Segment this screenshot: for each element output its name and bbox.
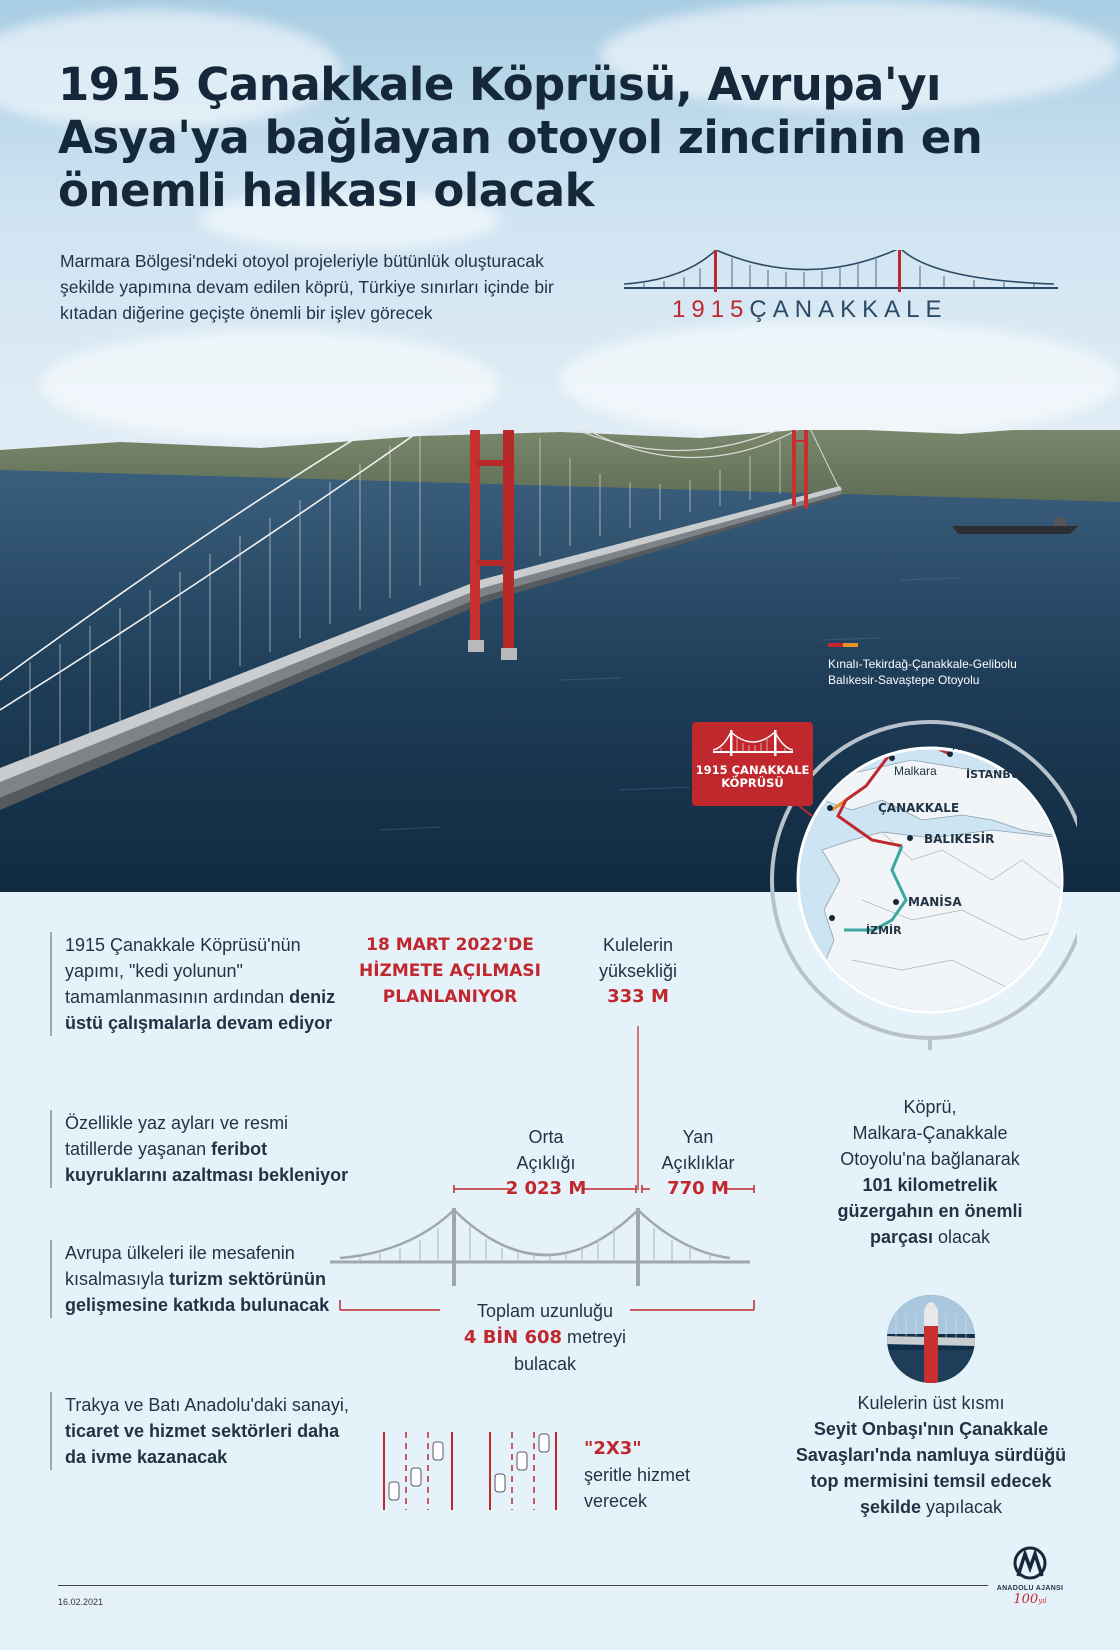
subtitle: Marmara Bölgesi'ndeki otoyol projeleriyle bütünlük oluşturacak şekilde yapımına devam edilen köprü, Türkiye sınırları içinde bir kıtadan diğerine geçişte önemli bir işlev görecek [60,251,554,323]
side-value: 770 M [667,1178,729,1199]
lanes-line-1: şeritle hizmet [584,1465,691,1485]
bullet-item [50,932,360,1036]
middle-label-2: Açıklığı [516,1153,576,1173]
tower-bold-2: Savaşları'nda namluya sürdüğü [795,1445,1067,1465]
route-bold-1: 101 kilometrelik [862,1175,998,1195]
tower-value: 333 M [607,986,669,1007]
city-izmir: İZMİR [866,924,902,937]
logo-text [672,296,947,324]
middle-label-1: Orta [528,1127,564,1147]
logo-name: ÇANAKKALE [749,296,948,323]
anniversary-number: 100 [1013,1592,1039,1607]
opening-line-2: HİZMETE AÇILMASI [359,961,541,981]
tower-bold-4: şekilde [859,1497,921,1517]
bullet-bold: deniz üstü çalışmalarla devam ediyor [65,987,336,1033]
logo-number: 1915 [672,296,750,323]
route-info [790,1094,1070,1250]
legend [828,656,1017,688]
side-label-2: Açıklıklar [661,1153,735,1173]
bullet-bold: turizm sektörünün gelişmesine katkıda bulunacak [65,1269,330,1315]
bridge-icon [713,730,793,760]
side-label-1: Yan [682,1127,714,1147]
legend-swatch [828,643,858,647]
tower-line-1: Kulelerin üst kısmı [857,1393,1005,1413]
agency-name: ANADOLU AJANSI [996,1585,1064,1592]
lanes-value: "2X3" [584,1438,642,1459]
city-balikesir: BALIKESİR [924,832,995,846]
route-bold-2: güzergahın en önemli [837,1201,1023,1221]
route-line-2: Malkara-Çanakkale [852,1123,1008,1143]
opening-line-3: PLANLANIYOR [382,987,518,1007]
city-manisa: MANİSA [908,895,962,909]
tower-end: yapılacak [921,1497,1003,1517]
city-malkara: Malkara [894,764,937,778]
footer-date: 16.02.2021 [58,1597,104,1607]
total-label: Toplam uzunluğu [476,1301,614,1321]
anniversary [995,1592,1065,1609]
total-suffix: bulacak [513,1354,577,1374]
cloud [560,320,1120,440]
footer-divider [58,1585,988,1586]
city-canakkale: ÇANAKKALE [878,801,960,815]
bullet-bold: feribot kuyruklarını azaltması bekleniyor [65,1139,349,1185]
total-unit: metreyi [562,1327,627,1347]
route-line-1: Köprü, [903,1097,957,1117]
total-value: 4 BİN 608 [463,1327,563,1348]
bullet-text: Trakya ve Batı Anadolu'daki sanayi, [65,1395,349,1415]
route-end: olacak [933,1227,991,1247]
aa-logo-icon [1010,1546,1050,1580]
lanes-icon [380,1428,560,1514]
tower-label-1: Kulelerin [602,935,674,955]
bridge-tag-line-1: 1915 ÇANAKKALE [695,763,810,777]
bridge-diagram [330,990,760,1320]
bullet-text: Özellikle yaz ayları ve resmi tatillerde yaşanan [65,1113,289,1159]
city-istanbul: İSTANBUL [966,768,1027,781]
bullet-bold: ticaret ve hizmet sektörleri daha da ivme kazanacak [65,1421,340,1467]
anniversary-suffix: yıl [1038,1597,1047,1605]
tower-bold-3: top mermisini temsil edecek [810,1471,1052,1491]
route-line-3: Otoyolu'na bağlanarak [840,1149,1020,1169]
bullet-item [50,1392,360,1470]
agency-logo [995,1546,1065,1636]
bullet-text: Avrupa ülkeleri ile mesafenin kısalmasıyla [65,1243,295,1289]
tower-bold-1: Seyit Onbaşı'nın Çanakkale [813,1419,1049,1439]
tower-label-2: yüksekliği [598,961,678,981]
cloud [40,330,500,440]
city-kinali: Kınalı [952,739,983,753]
route-bold-3: parçası [869,1227,933,1247]
bridge-tag-line-2: KÖPRÜSÜ [721,776,784,790]
lanes-line-2: verecek [584,1491,648,1511]
bullet-text: 1915 Çanakkale Köprüsü'nün yapımı, "kedi yolunun" tamamlanmasının ardından [65,935,301,1007]
bullet-item [50,1110,360,1188]
tower-top-info [776,1390,1086,1520]
bridge-tag [692,722,813,806]
legend-line-1: Kınalı-Tekirdağ-Çanakkale-Gelibolu [828,657,1017,671]
total-length [420,1298,670,1377]
page-title: 1915 Çanakkale Köprüsü, Avrupa'yı Asya'ya bağlayan otoyol zincirinin en önemli halkası olacak [58,58,983,217]
opening-line-1: 18 MART 2022'DE [366,935,534,955]
middle-value: 2 023 M [505,1178,587,1199]
legend-line-2: Balıkesir-Savaştepe Otoyolu [828,673,980,687]
lanes-info [584,1436,690,1514]
bullet-item [50,1240,360,1318]
tower-top-icon [886,1294,976,1384]
